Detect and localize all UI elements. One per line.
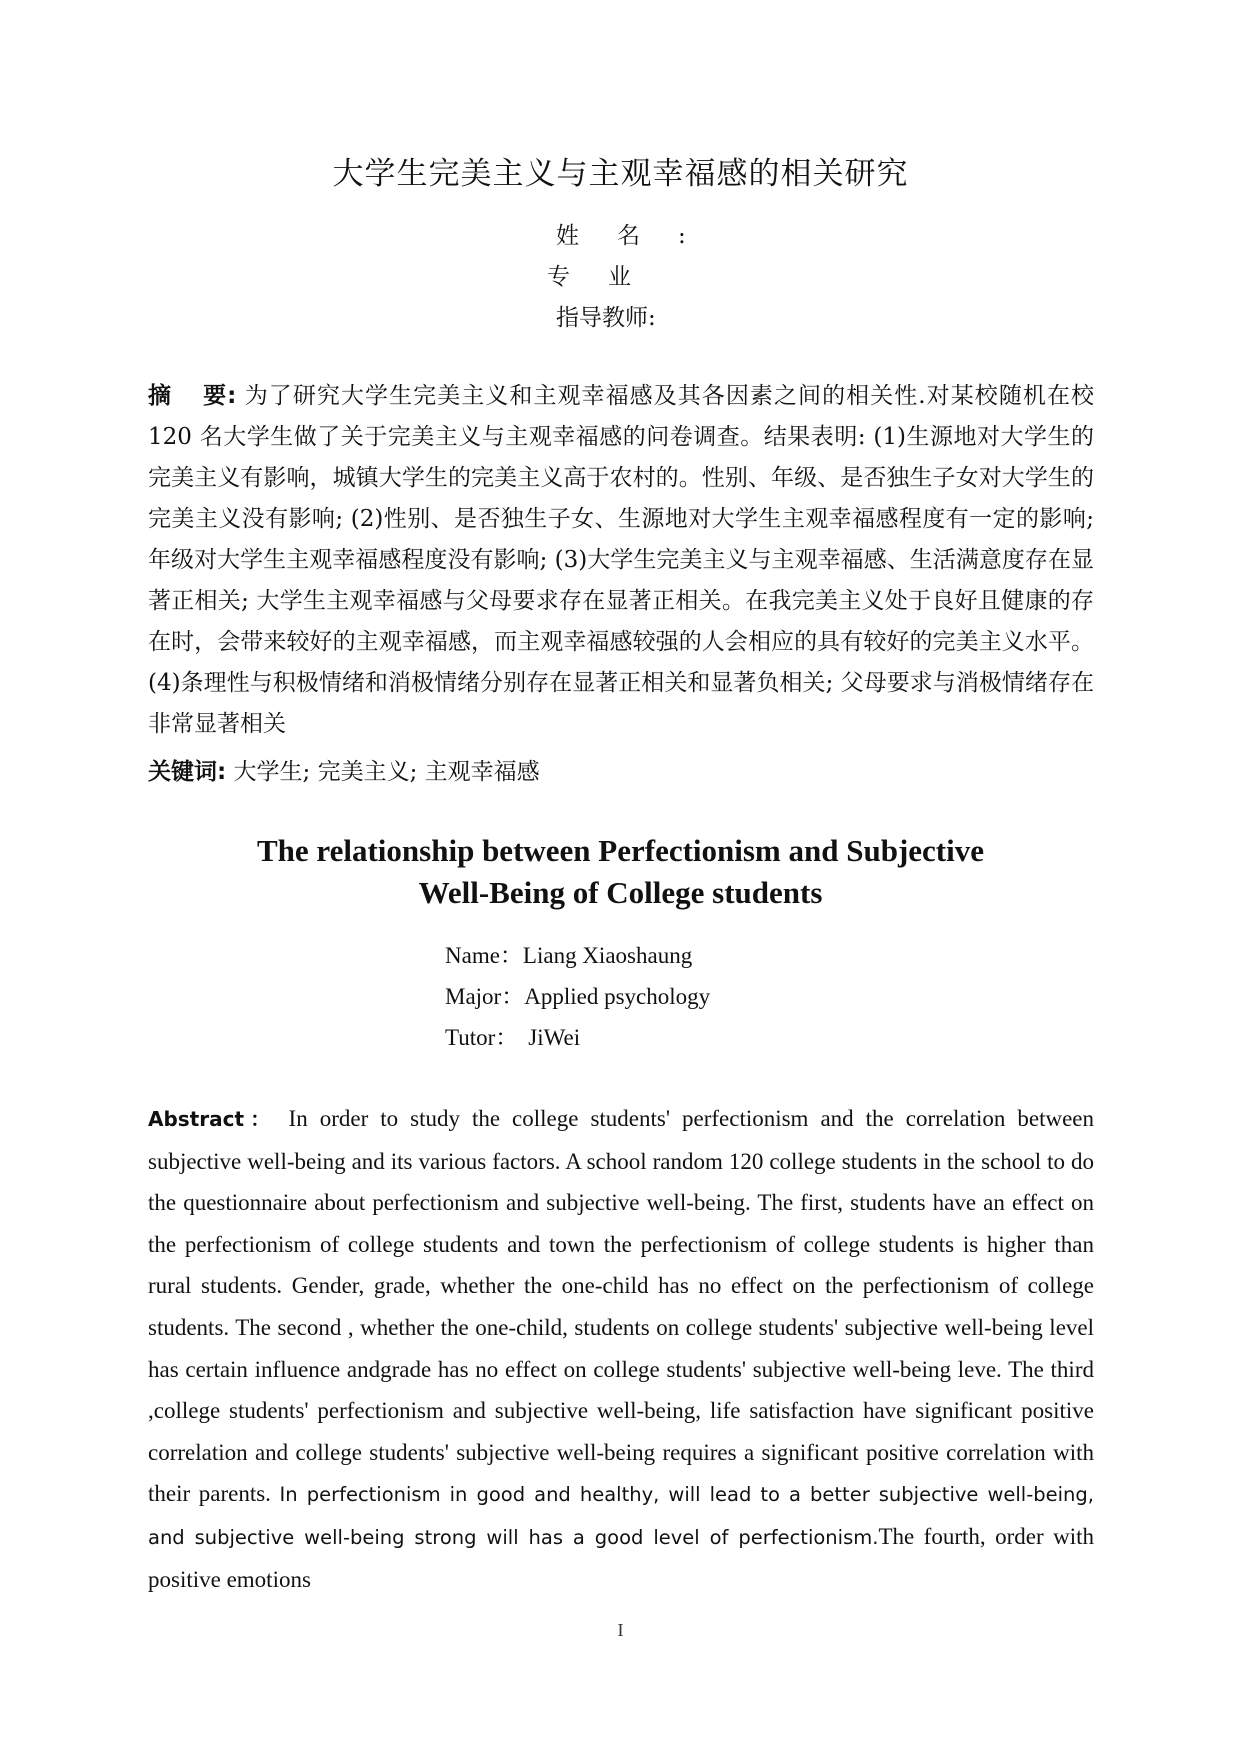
english-major-row — [445, 978, 710, 1011]
english-name-value: Liang Xiaoshaung — [522, 943, 693, 968]
english-major-label: Major： — [445, 984, 525, 1009]
english-title-line-1: The relationship between Perfectionism and Subjective — [256, 833, 985, 868]
chinese-tutor-label: 指导教师: — [556, 305, 656, 331]
chinese-title: 大学生完美主义与主观幸福感的相关研究 — [332, 156, 909, 192]
page-number: I — [617, 1620, 624, 1640]
chinese-keywords-text: 大学生; 完美主义; 主观幸福感 — [233, 759, 540, 785]
chinese-name-field — [556, 217, 724, 250]
english-abstract-text-2: In perfectionism in good and healthy, will lead to a better subjective well-being, and subjective well-being strong will has a good level of perfectionism. — [148, 1483, 1094, 1549]
english-abstract-text-3: The fourth, order with positive emotions — [148, 1523, 1094, 1592]
chinese-major-field — [547, 258, 669, 291]
english-tutor-row — [445, 1019, 580, 1052]
chinese-keywords — [148, 753, 540, 786]
english-abstract-text-1: In order to study the college students' perfectionism and the correlation between subjective well-being and its various factors. A school random 120 college students in the school to do the questionnaire about perfectionism and subjective well-being. The first, students have an effect on the perfectionism of college students and town the perfectionism of college students is higher than rural students. Gender, grade, whether the one-child has no effect on the perfectionism of college students. The second , whether the one-child, students on college students' subjective well-being level has certain influence andgrade has no effect on college students' subjective well-being leve. The third ,college students' perfectionism and subjective well-being, life satisfaction have significant positive correlation and college students' subjective well-being requires a significant positive correlation with their parents. — [148, 1106, 1094, 1507]
english-abstract — [148, 1098, 1094, 1600]
chinese-tutor-field — [556, 299, 656, 332]
chinese-major-label: 专业 — [547, 264, 669, 290]
english-tutor-value: JiWei — [528, 1025, 581, 1050]
chinese-name-label: 姓名: — [556, 223, 724, 249]
english-major-value: Applied psychology — [524, 984, 711, 1009]
chinese-abstract — [148, 376, 1094, 745]
english-tutor-label: Tutor： — [445, 1025, 519, 1050]
english-abstract-label: Abstract： — [148, 1107, 277, 1131]
english-title-line-2: Well-Being of College students — [418, 875, 823, 910]
chinese-abstract-label: 摘 要: — [148, 383, 237, 409]
chinese-keywords-label: 关键词: — [148, 759, 227, 785]
english-name-row — [445, 937, 692, 970]
english-name-label: Name： — [445, 943, 523, 968]
english-title — [0, 830, 1241, 914]
chinese-abstract-text: 为了研究大学生完美主义和主观幸福感及其各因素之间的相关性.对某校随机在校 120 名大学生做了关于完美主义与主观幸福感的问卷调查。结果表明: (1)生源地对大学生的完美主义有影响，城镇大学生的完美主义高于农村的。性别、年级、是否独生子女对大学生的完美主义没有影响; (2)性别、是否独生子女、生源地对大学生主观幸福感程度有一定的影响; 年级对大学生主观幸福感程度没有影响; (3)大学生完美主义与主观幸福感、生活满意度存在显著正相关; 大学生主观幸福感与父母要求存在显著正相关。在我完美主义处于良好且健康的存在时，会带来较好的主观幸福感，而主观幸福感较强的人会相应的具有较好的完美主义水平。(4)条理性与积极情绪和消极情绪分别存在显著正相关和显著负相关; 父母要求与消极情绪存在非常显著相关 — [148, 383, 1095, 737]
